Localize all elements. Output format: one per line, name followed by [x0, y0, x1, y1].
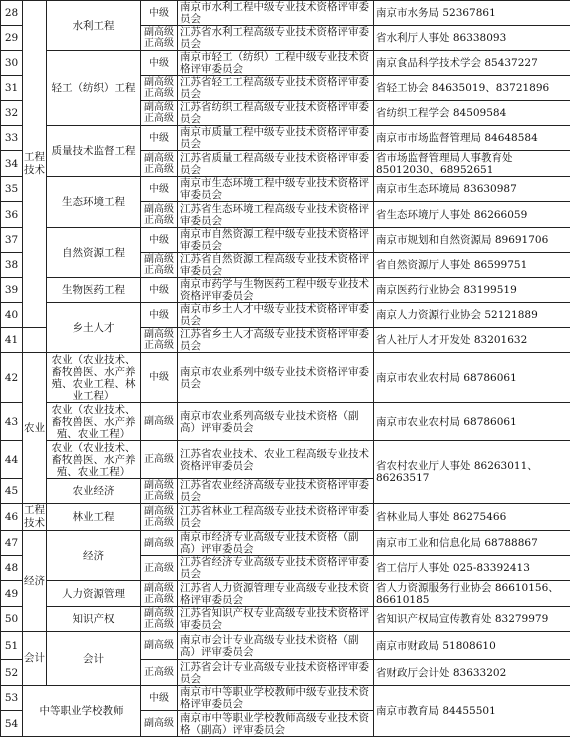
subcategory-cell: 林业工程	[47, 504, 141, 531]
table-row	[1, 278, 570, 303]
contact-cell: 南京人力资源行业协会 52121889	[374, 303, 570, 328]
row-number: 33	[1, 126, 23, 151]
level-cell: 正高级	[141, 441, 178, 479]
committee-cell: 江苏省质量工程高级专业技术资格评审委员会	[178, 151, 374, 177]
contact-cell: 南京市教育局 84455501	[374, 686, 570, 737]
category-cell-blank	[23, 328, 47, 353]
level-cell: 副高级	[141, 632, 178, 660]
level-cell: 中级	[141, 278, 178, 303]
contact-cell: 省自然资源厅人事处 86599751	[374, 253, 570, 278]
row-number: 45	[1, 479, 23, 504]
table-row	[1, 504, 570, 531]
committee-cell: 江苏省林业工程高级专业技术资格评审委员会	[178, 504, 374, 531]
contact-cell: 省财政厅会计处 83633202	[374, 660, 570, 686]
contact-cell: 省人力资源服务行业协会 86610156、86610185	[374, 581, 570, 607]
row-number: 53	[1, 686, 23, 711]
committee-cell: 南京市会计专业高级专业技术资格（副高）评审委员会	[178, 632, 374, 660]
level-cell: 副高级 正高级	[141, 504, 178, 531]
contact-cell: 省生态环境厅人事处 86266059	[374, 202, 570, 228]
row-number: 46	[1, 504, 23, 531]
level-cell: 副高级 正高级	[141, 26, 178, 51]
committee-cell: 南京市中等职业学校教师中级专业技术资格评审委员会	[178, 686, 374, 711]
row-number: 50	[1, 607, 23, 632]
row-number: 48	[1, 556, 23, 581]
level-cell: 副高级	[141, 711, 178, 737]
table-row	[1, 1, 570, 26]
row-number: 47	[1, 531, 23, 556]
row-number: 52	[1, 660, 23, 686]
level-cell: 中级	[141, 51, 178, 76]
subcategory-cell: 自然资源工程	[47, 228, 141, 278]
level-cell: 副高级 正高级	[141, 479, 178, 504]
committee-cell: 南京市水利工程中级专业技术资格评审委员会	[178, 1, 374, 26]
row-number: 32	[1, 101, 23, 126]
level-cell: 中级	[141, 177, 178, 202]
table-row	[1, 403, 570, 441]
row-number: 44	[1, 441, 23, 479]
subcategory-cell: 水利工程	[47, 1, 141, 51]
subcategory-cell: 生物医药工程	[47, 278, 141, 303]
category-cell: 工程 技术	[23, 504, 47, 531]
level-cell: 中级	[141, 353, 178, 403]
committee-cell: 江苏省会计专业高级专业技术资格评审委员会	[178, 660, 374, 686]
row-number: 29	[1, 26, 23, 51]
level-cell: 副高级 正高级	[141, 607, 178, 632]
committee-cell: 南京市中等职业学校教师高级专业技术资格（副高）评审委员会	[178, 711, 374, 737]
committee-cell: 南京市农业系列高级专业技术资格（副高）评审委员会	[178, 403, 374, 441]
row-number: 41	[1, 328, 23, 353]
committee-cell: 江苏省纺织工程高级专业技术资格评审委员会	[178, 101, 374, 126]
row-number: 34	[1, 151, 23, 177]
committee-cell: 南京市乡土人才中级专业技术资格评审委员会	[178, 303, 374, 328]
level-cell: 正高级	[141, 660, 178, 686]
contact-cell: 省市场监督管理局人事教育处 85012030、68952651	[374, 151, 570, 177]
row-number: 31	[1, 76, 23, 101]
category-cell: 工程 技术	[23, 1, 47, 328]
subcategory-cell: 会计	[47, 632, 141, 686]
table-row	[1, 632, 570, 660]
contact-cell: 南京市工业和信息化局 68788867	[374, 531, 570, 556]
category-cell: 农业	[23, 353, 47, 504]
subcategory-cell: 农业（农业技术、畜牧兽医、水产养殖、农业工程）	[47, 403, 141, 441]
level-cell: 中级	[141, 126, 178, 151]
level-cell: 中级	[141, 686, 178, 711]
table-row	[1, 126, 570, 151]
row-number: 38	[1, 253, 23, 278]
level-cell: 中级	[141, 303, 178, 328]
committee-cell: 南京市质量工程中级专业技术资格评审委员会	[178, 126, 374, 151]
contact-cell: 省工信厅人事处 025-83392413	[374, 556, 570, 581]
contact-cell: 南京医药行业协会 83199519	[374, 278, 570, 303]
row-number: 36	[1, 202, 23, 228]
table-row	[1, 607, 570, 632]
category-cell: 会计	[23, 632, 47, 686]
contact-cell: 南京市市场监督管理局 84648584	[374, 126, 570, 151]
level-cell: 副高级 正高级	[141, 581, 178, 607]
contact-cell: 省林业局人事处 86275466	[374, 504, 570, 531]
committee-cell: 江苏省知识产权专业高级专业技术资格评审委员会	[178, 607, 374, 632]
contact-cell: 南京食品科学技术学会 85437227	[374, 51, 570, 76]
committee-cell: 江苏省人力资源管理专业高级专业技术资格评审委员会	[178, 581, 374, 607]
level-cell: 副高级 正高级	[141, 151, 178, 177]
contact-cell: 省人社厅人才开发处 83201632	[374, 328, 570, 353]
row-number: 43	[1, 403, 23, 441]
row-number: 37	[1, 228, 23, 253]
committee-cell: 南京市药学与生物医药工程中级专业技术资格评审委员会	[178, 278, 374, 303]
level-cell: 副高级 正高级	[141, 76, 178, 101]
row-number: 35	[1, 177, 23, 202]
table-row	[1, 177, 570, 202]
subcategory-cell: 人力资源管理	[47, 581, 141, 607]
subcategory-cell: 生态环境工程	[47, 177, 141, 228]
row-number: 28	[1, 1, 23, 26]
contact-cell: 南京市生态环境局 83630987	[374, 177, 570, 202]
table-row	[1, 51, 570, 76]
level-cell: 副高级 正高级	[141, 253, 178, 278]
committee-cell: 南京市经济专业高级专业技术资格（副高）评审委员会	[178, 531, 374, 556]
committee-cell: 江苏省农业技术、农业工程高级专业技术资格评审委员会	[178, 441, 374, 479]
committee-cell: 南京市自然资源工程中级专业技术资格评审委员会	[178, 228, 374, 253]
row-number: 39	[1, 278, 23, 303]
subcategory-cell: 知识产权	[47, 607, 141, 632]
contact-cell: 省农村农业厅人事处 86263011、86263517	[374, 441, 570, 504]
level-cell: 副高级	[141, 531, 178, 556]
subcategory-cell: 轻工（纺织）工程	[47, 51, 141, 126]
row-number: 40	[1, 303, 23, 328]
row-number: 30	[1, 51, 23, 76]
contact-cell: 省纺织工程学会 84509584	[374, 101, 570, 126]
subcategory-cell: 农业（农业技术、畜牧兽医、水产养殖、农业工程）	[47, 441, 141, 479]
level-cell: 副高级 正高级	[141, 328, 178, 353]
subcategory-cell: 质量技术监督工程	[47, 126, 141, 177]
table-row	[1, 353, 570, 403]
contact-cell: 南京市水务局 52367861	[374, 1, 570, 26]
committee-cell: 江苏省经济专业高级专业技术资格评审委员会	[178, 556, 374, 581]
table-row	[1, 686, 570, 711]
contact-cell: 南京市农业农村局 68786061	[374, 353, 570, 403]
committee-cell: 南京市生态环境工程中级专业技术资格评审委员会	[178, 177, 374, 202]
committee-cell: 南京市轻工（纺织）工程中级专业技术资格评审委员会	[178, 51, 374, 76]
row-number: 51	[1, 632, 23, 660]
contact-cell: 省轻工协会 84635019、83721896	[374, 76, 570, 101]
level-cell: 副高级 正高级	[141, 101, 178, 126]
level-cell: 中级	[141, 1, 178, 26]
subcategory-cell: 经济	[47, 531, 141, 581]
row-number: 54	[1, 711, 23, 737]
level-cell: 副高级 正高级	[141, 202, 178, 228]
contact-cell: 南京市财政局 51808610	[374, 632, 570, 660]
contact-cell: 南京市农业农村局 68786061	[374, 403, 570, 441]
subcategory-cell: 中等职业学校教师	[23, 686, 141, 737]
contact-cell: 省知识产权局宣传教育处 83279979	[374, 607, 570, 632]
committee-cell: 江苏省自然资源工程高级专业技术资格评审委员会	[178, 253, 374, 278]
subcategory-cell: 农业（农业技术、畜牧兽医、水产养殖、农业工程、林业工程）	[47, 353, 141, 403]
committee-cell: 江苏省生态环境工程高级专业技术资格评审委员会	[178, 202, 374, 228]
table-row	[1, 303, 570, 328]
level-cell: 中级	[141, 228, 178, 253]
subcategory-cell: 农业经济	[47, 479, 141, 504]
table-row	[1, 531, 570, 556]
committee-cell: 江苏省轻工工程高级专业技术资格评审委员会	[178, 76, 374, 101]
level-cell: 正高级	[141, 556, 178, 581]
subcategory-cell: 乡土人才	[47, 303, 141, 353]
contact-cell: 省水利厅人事处 86338093	[374, 26, 570, 51]
committee-cell: 南京市农业系列中级专业技术资格评审委员会	[178, 353, 374, 403]
level-cell: 副高级	[141, 403, 178, 441]
committee-cell: 江苏省乡土人才高级专业技术资格评审委员会	[178, 328, 374, 353]
table-row	[1, 581, 570, 607]
contact-cell: 南京市规划和自然资源局 89691706	[374, 228, 570, 253]
table-row	[1, 228, 570, 253]
category-cell: 经济	[23, 531, 47, 632]
committee-cell: 江苏省水利工程高级专业技术资格评审委员会	[178, 26, 374, 51]
row-number: 42	[1, 353, 23, 403]
table-row	[1, 441, 570, 479]
committee-cell: 江苏省农业经济高级专业技术资格评审委员会	[178, 479, 374, 504]
row-number: 49	[1, 581, 23, 607]
